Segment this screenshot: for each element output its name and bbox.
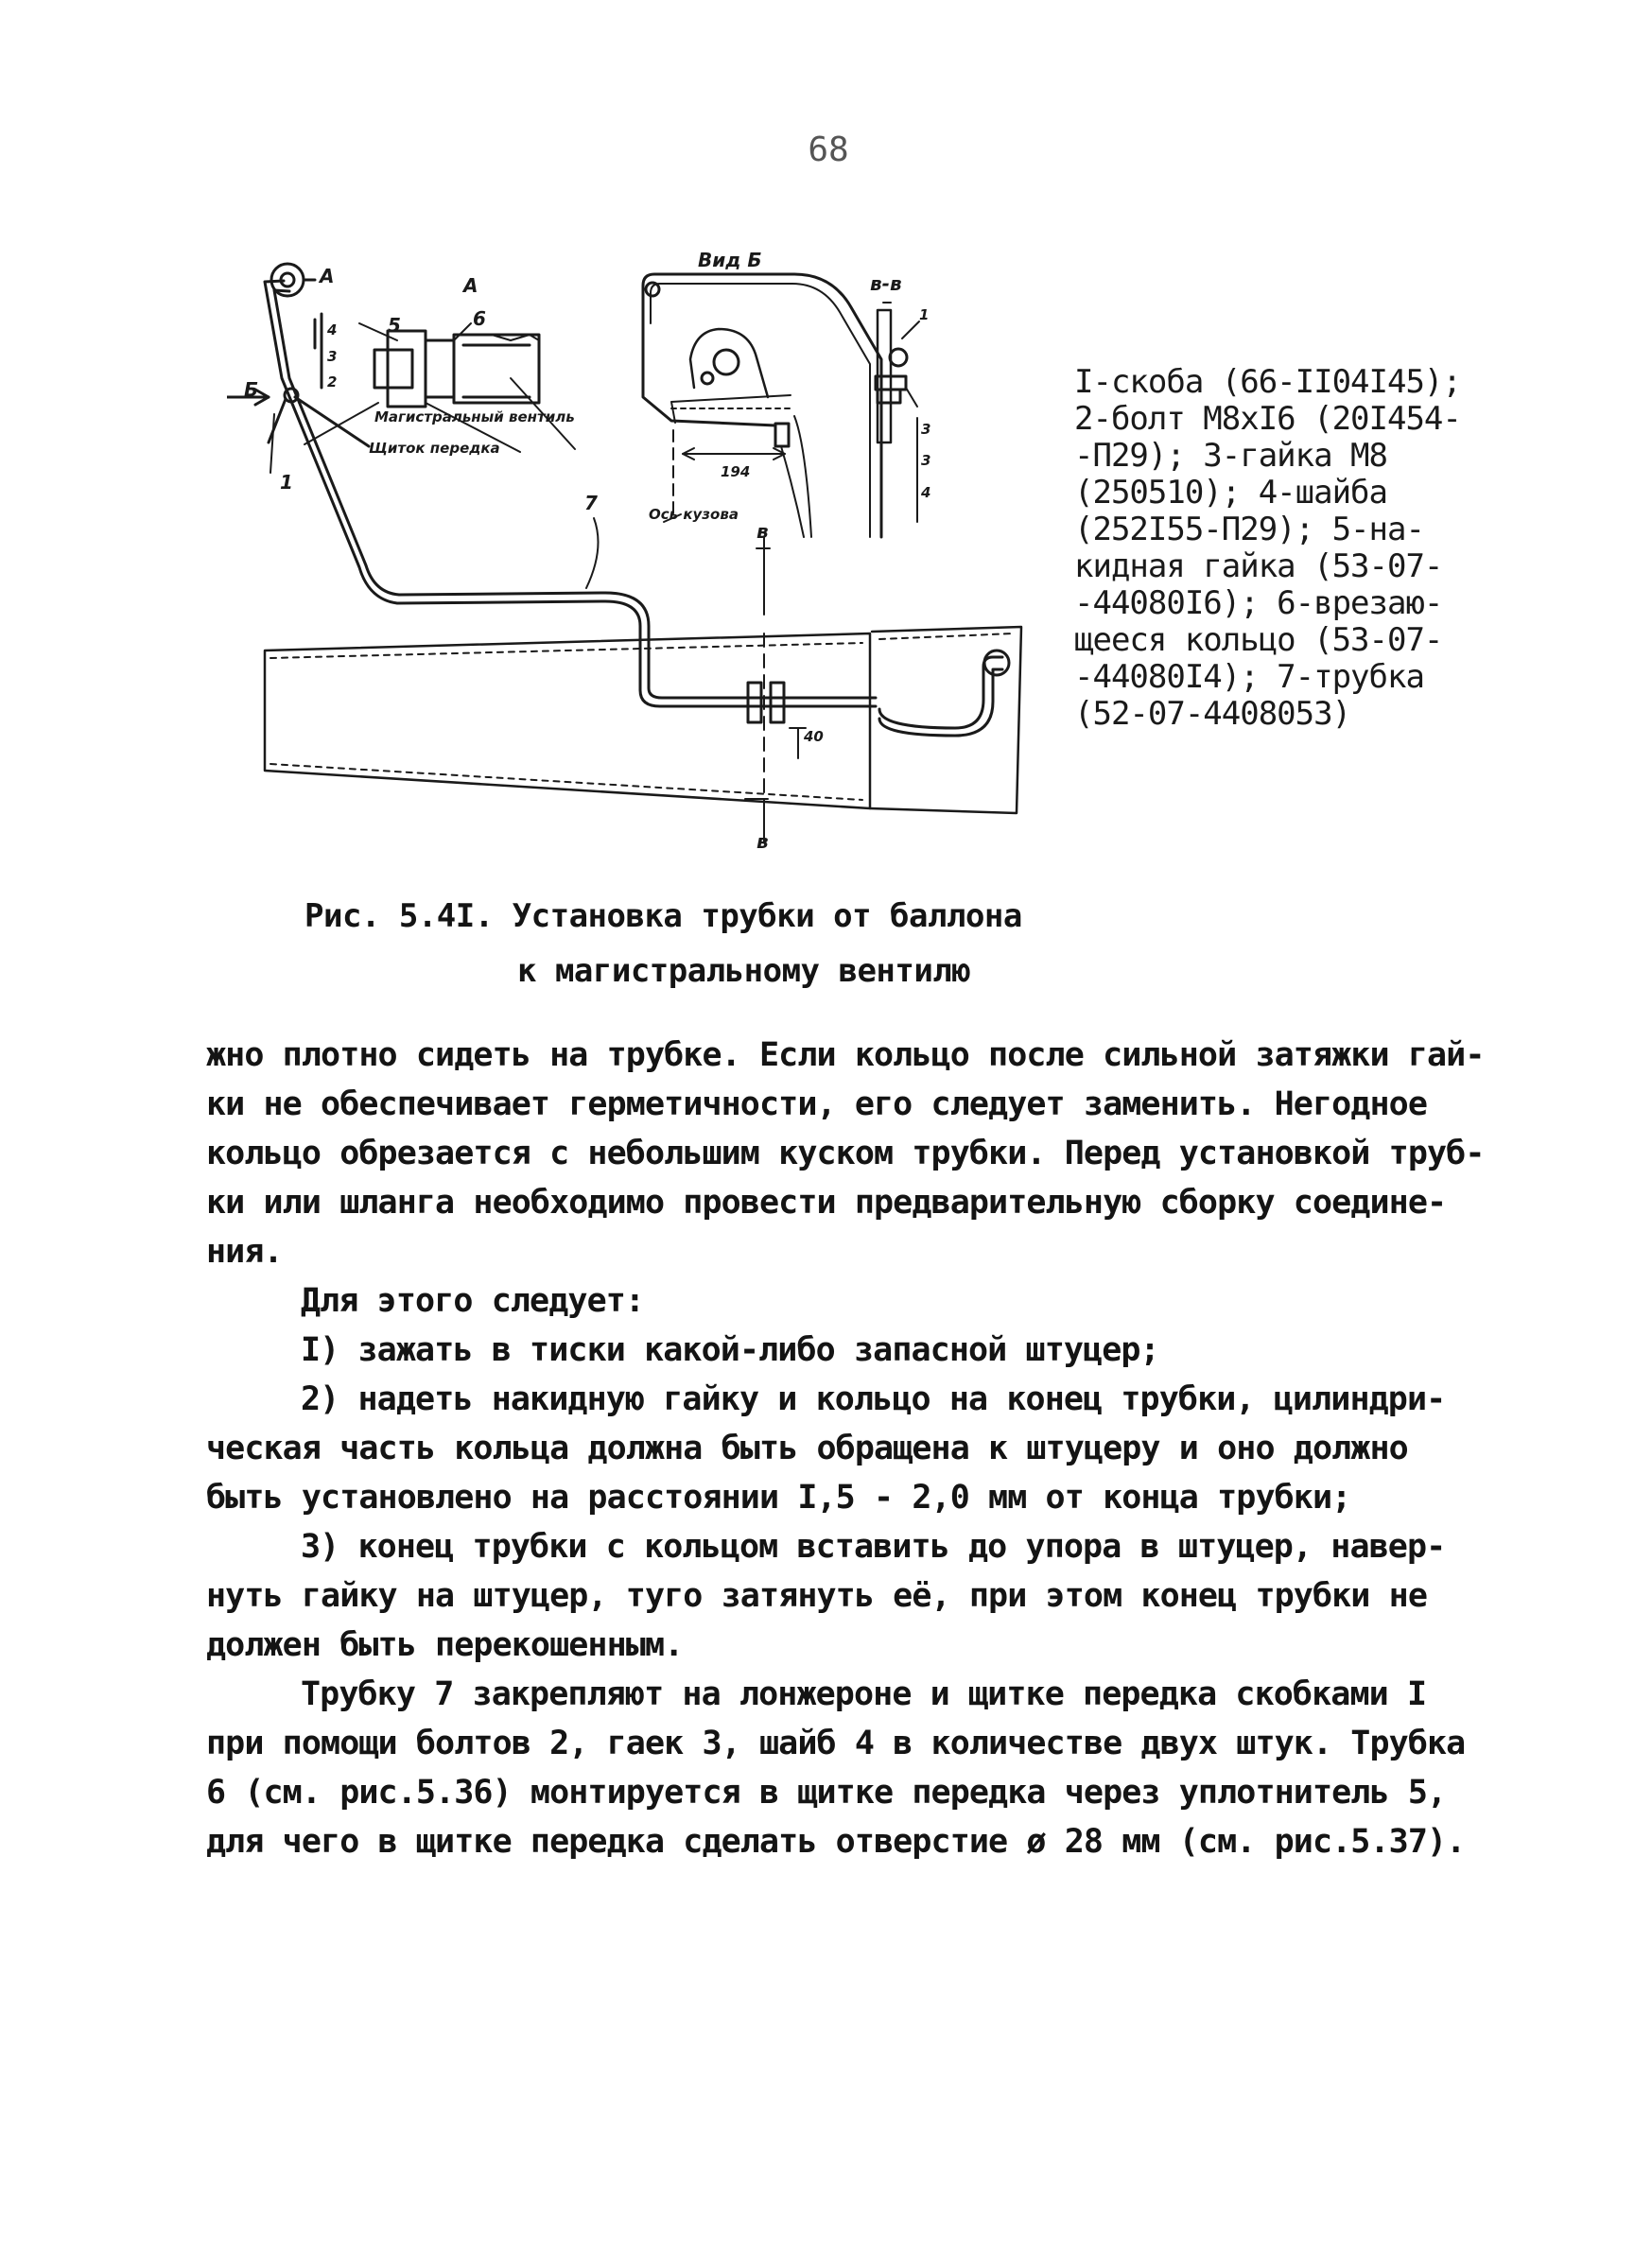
body-line: при помощи болтов 2, гаек 3, шайб 4 в количестве двух штук. Трубка xyxy=(206,1725,1466,1762)
stack-label-4: 4 xyxy=(327,321,338,338)
body-line: 2) надеть накидную гайку и кольцо на конец трубки, цилиндри- xyxy=(301,1380,1446,1418)
body-line: жно плотно сидеть на трубке. Если кольцо после сильной затяжки гай- xyxy=(206,1036,1485,1074)
section-callout-4: 4 xyxy=(921,484,931,501)
legend-line: кидная гайка (53-07- xyxy=(1074,547,1443,585)
figure-caption xyxy=(304,889,1080,998)
callout-7: 7 xyxy=(584,492,598,514)
callout-5: 5 xyxy=(388,314,401,337)
legend-line: (250510); 4-шайба xyxy=(1074,474,1387,512)
legend-line: (52-07-4408053) xyxy=(1074,695,1351,733)
stack-label-3: 3 xyxy=(327,348,338,365)
label-view-b: Вид Б xyxy=(698,249,762,271)
section-callout-3b: 3 xyxy=(921,452,931,469)
label-front-shield: Щиток передка xyxy=(369,440,500,457)
legend-line: -44080I6); 6-врезаю- xyxy=(1074,584,1443,622)
label-cut-top: в xyxy=(756,520,769,543)
body-line: Трубку 7 закрепляют на лонжероне и щитке передка скобками I xyxy=(301,1675,1427,1713)
legend-line: 2-болт М8хI6 (20I454- xyxy=(1074,400,1461,438)
legend-line: -П29); 3-гайка М8 xyxy=(1074,437,1387,475)
stack-label-2: 2 xyxy=(327,373,338,390)
view-b-panel xyxy=(643,274,881,537)
body-line: 3) конец трубки с кольцом вставить до упора в штуцер, навер- xyxy=(301,1528,1446,1566)
body-line: ки не обеспечивает герметичности, его следует заменить. Негодное xyxy=(206,1085,1427,1123)
label-a-title: А xyxy=(463,274,478,297)
label-main-valve: Магистральный вентиль xyxy=(374,408,575,425)
legend-line: щееся кольцо (53-07- xyxy=(1074,621,1443,659)
callout-1: 1 xyxy=(280,471,293,494)
legend-line: -44080I4); 7-трубка xyxy=(1074,658,1424,696)
detail-a-fitting xyxy=(304,323,575,452)
body-line: 6 (см. рис.5.36) монтируется в щитке передка через уплотнитель 5, xyxy=(206,1774,1447,1812)
leader-7 xyxy=(586,518,599,588)
section-callout-3a: 3 xyxy=(921,421,931,438)
label-a-marker: А xyxy=(320,265,335,287)
body-line: нуть гайку на штуцер, туго затянуть её, при этом конец трубки не xyxy=(206,1577,1427,1615)
caption-line: Рис. 5.4I. Установка трубки от баллона xyxy=(304,897,1022,935)
legend-line: I-скоба (66-II04I45); xyxy=(1074,363,1461,401)
body-line: Для этого следует: xyxy=(301,1282,645,1320)
spar-body xyxy=(265,627,1021,813)
body-line: быть установлено на расстоянии I,5 - 2,0 мм от конца трубки; xyxy=(206,1479,1351,1517)
page-number: 68 xyxy=(808,130,849,169)
label-b-marker: Б xyxy=(244,378,259,401)
label-body-axis: Ось кузова xyxy=(649,506,739,523)
body-line: I) зажать в тиски какой-либо запасной штуцер; xyxy=(301,1331,1159,1369)
callout-6: 6 xyxy=(473,307,486,330)
body-text xyxy=(206,1031,1492,1866)
caption-line: к магистральному вентилю xyxy=(517,952,971,990)
section-callout-1: 1 xyxy=(919,306,930,323)
body-line: должен быть перекошенным. xyxy=(206,1626,684,1664)
figure-legend xyxy=(1074,364,1471,733)
dimension-194: 194 xyxy=(721,463,751,480)
legend-line: (252I55-П29); 5-на- xyxy=(1074,511,1424,548)
body-line: кольцо обрезается с небольшим куском трубки. Перед установкой труб- xyxy=(206,1135,1485,1172)
body-line: ния. xyxy=(206,1233,283,1271)
dimension-40: 40 xyxy=(804,728,824,745)
body-line: ки или шланга необходимо провести предварительную сборку соедине- xyxy=(206,1184,1447,1222)
label-section-b-b: в-в xyxy=(870,272,902,295)
label-cut-bottom: в xyxy=(756,830,769,853)
body-line: ческая часть кольца должна быть обращена к штуцеру и оно должно xyxy=(206,1430,1408,1467)
body-line: для чего в щитке передка сделать отверстие ø 28 мм (см. рис.5.37). xyxy=(206,1823,1466,1861)
